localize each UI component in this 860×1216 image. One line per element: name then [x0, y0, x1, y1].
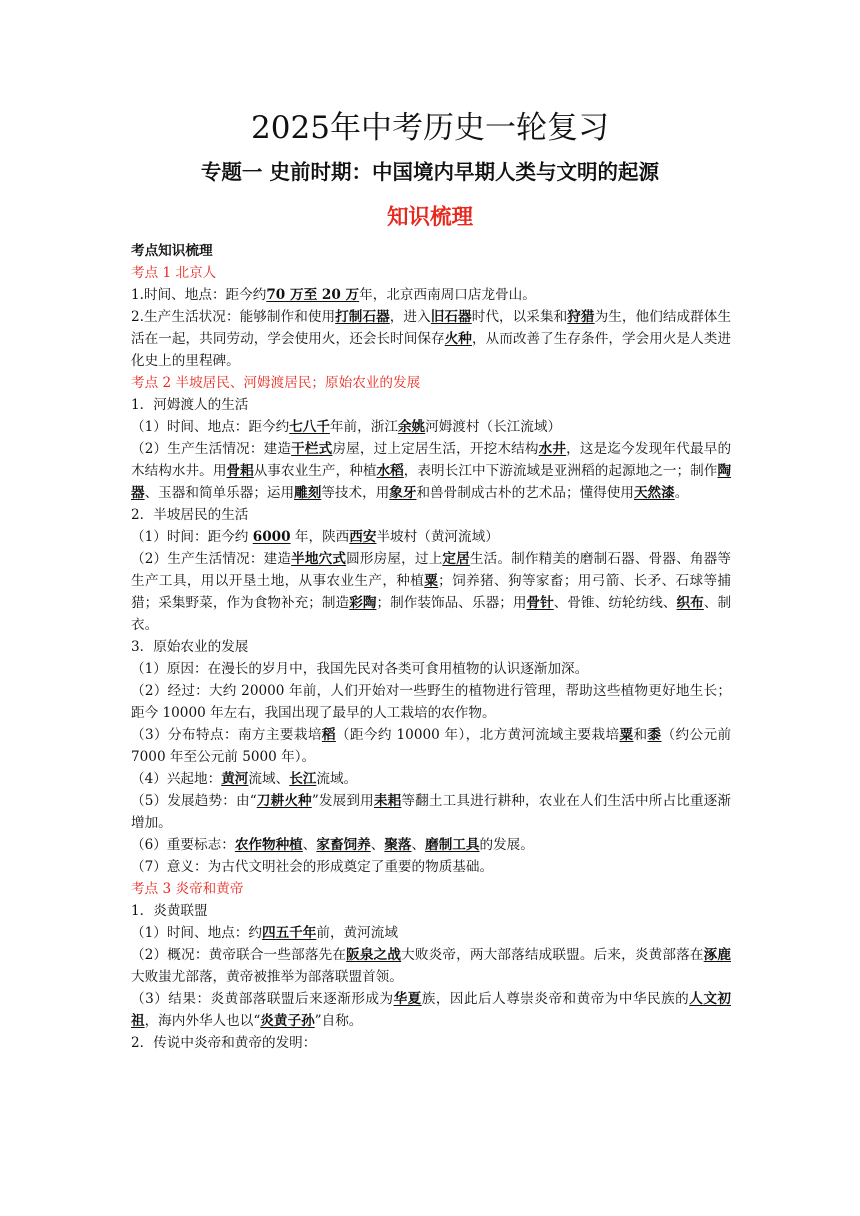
document-body [131, 240, 731, 1054]
text-segment: （1）时间：距今约 [131, 529, 253, 545]
key-term: 阪泉之战 [346, 947, 402, 963]
text-segment: 流域、 [248, 771, 290, 787]
key-term: 彩陶 [349, 595, 377, 611]
text-segment: 考点 1 北京人 [131, 265, 217, 281]
text-segment: （7）意义：为古代文明社会的形成奠定了重要的物质基础。 [131, 859, 494, 875]
key-term: 粟 [619, 727, 634, 743]
key-term: 狩猎 [567, 309, 595, 325]
key-term: 雕刻 [294, 485, 322, 501]
text-segment: 前，黄河流域 [316, 925, 398, 941]
text-line [131, 922, 731, 944]
key-term: 余姚 [397, 419, 426, 435]
text-segment: 为生，他们结成群体生活在一起，共同劳动，学会使用火，还会长时间保存 [131, 309, 731, 347]
text-segment: （距今约 10000 年），北方黄河流域主要栽培 [335, 727, 620, 743]
text-segment: （3）分布特点：南方主要栽培 [131, 727, 322, 743]
key-term: 刀耕火种 [256, 793, 312, 809]
text-segment: （2）生产生活情况：建造 [131, 551, 292, 567]
key-term: 天然漆 [633, 485, 675, 501]
text-line [131, 284, 731, 306]
key-term: 长江 [289, 771, 317, 787]
key-term: 磨制工具 [425, 837, 480, 853]
text-segment: 等技术，用 [321, 485, 390, 501]
key-term: 聚落 [384, 837, 412, 853]
text-segment: ，海内外华人也以“ [144, 1013, 261, 1029]
topic-heading [131, 262, 731, 284]
text-segment: 考点知识梳理 [131, 243, 213, 259]
text-line [131, 680, 731, 724]
key-term: 打制石器 [335, 309, 390, 325]
key-term: 耒耜 [373, 793, 402, 809]
key-term: 陶器 [131, 463, 731, 501]
topic-heading [131, 878, 731, 900]
text-segment: ”发展到用 [311, 793, 374, 809]
document-title: 2025年中考历史一轮复习 [251, 110, 609, 146]
text-segment: 的发展。 [479, 837, 534, 853]
text-segment: （6）重要标志： [131, 837, 235, 853]
key-term: 织布 [676, 595, 704, 611]
text-segment: 房屋，过上定居生活，开挖木结构 [332, 441, 539, 457]
text-segment: （2）概况：黄帝联合一些部落先在 [131, 947, 347, 963]
key-term: 旧石器 [430, 309, 472, 325]
text-segment: 1.时间、地点：距今约 [131, 287, 267, 303]
text-segment: 年前，浙江 [329, 419, 398, 435]
text-line [131, 394, 731, 416]
text-segment: ，进入 [389, 309, 431, 325]
document-subtitle: 专题一 史前时期：中国境内早期人类与文明的起源 [200, 160, 660, 184]
text-segment: ”自称。 [314, 1013, 363, 1029]
text-segment: 1．炎黄联盟 [131, 903, 208, 919]
key-term: 稻 [321, 727, 336, 743]
text-segment: （3）结果：炎黄部落联盟后来逐渐形成为 [131, 991, 394, 1007]
text-segment: ，表明长江中下游流域是亚洲稻的起源地之一；制作 [403, 463, 718, 479]
text-line [131, 548, 731, 636]
text-segment: 和兽骨制成古朴的艺术品；懂得使用 [416, 485, 634, 501]
text-segment: 、玉器和简单乐器；运用 [144, 485, 295, 501]
text-segment: 、制衣。 [131, 595, 731, 633]
key-term: 涿鹿 [703, 947, 731, 963]
key-term: 半地穴式 [291, 551, 347, 567]
text-segment: （1）时间、地点：距今约 [131, 419, 290, 435]
key-term: 人文初祖 [131, 991, 731, 1029]
text-segment: ；制作装饰品、乐器；用 [376, 595, 527, 611]
text-line [131, 944, 731, 988]
key-term: 骨耜 [226, 463, 254, 479]
text-segment: 1．河姆渡人的生活 [131, 397, 249, 413]
block-heading [131, 240, 731, 262]
key-term: 干栏式 [291, 441, 333, 457]
key-term: 华夏 [393, 991, 422, 1007]
text-segment: （1）时间、地点：约 [131, 925, 262, 941]
text-segment: 、 [302, 837, 317, 853]
text-segment: 流域。 [316, 771, 358, 787]
text-segment: 2.生产生活状况：能够制作和使用 [131, 309, 336, 325]
key-term: 四五千年 [262, 925, 317, 941]
key-term: 黍 [647, 727, 662, 743]
text-line [131, 856, 731, 878]
text-segment: ，从而改善了生存条件，学会用火是人类进化史上的里程碑。 [131, 331, 731, 369]
text-line [131, 526, 731, 548]
text-segment: 考点 3 炎帝和黄帝 [131, 881, 244, 897]
text-segment: 从事农业生产，种植 [253, 463, 377, 479]
key-term: 定居 [442, 551, 470, 567]
text-line [131, 438, 731, 504]
text-segment: （2）生产生活情况：建造 [131, 441, 292, 457]
key-term: 6000 [252, 529, 291, 545]
text-segment: 。 [674, 485, 689, 501]
key-term: 水稻 [376, 463, 404, 479]
key-term: 水井 [538, 441, 567, 457]
text-segment: 半坡村（黄河流域） [376, 529, 499, 545]
text-segment: 、 [370, 837, 385, 853]
section-heading: 知识梳理 [386, 205, 473, 230]
text-segment: 年，陕西 [290, 529, 350, 545]
key-term: 粟 [424, 573, 439, 589]
key-term: 农作物种植 [234, 837, 303, 853]
text-segment: 大败蚩尤部落，黄帝被推举为部落联盟首领。 [131, 969, 403, 985]
text-segment: 等翻土工具进行耕种，农业在人们生活中所占比重逐渐增加。 [131, 793, 731, 831]
key-term: 炎黄子孙 [260, 1013, 315, 1029]
text-segment: 河姆渡村（长江流域） [425, 419, 562, 435]
key-term: 骨针 [526, 595, 554, 611]
text-segment: 时代，以采集和 [471, 309, 568, 325]
text-segment: 族，因此后人尊崇炎帝和黄帝为中华民族的 [421, 991, 690, 1007]
text-line [131, 658, 731, 680]
key-term: 黄河 [221, 771, 249, 787]
text-segment: ；饲养猪、狗等家畜；用弓箭、长矛、石球等捕猎；采集野菜，作为食物补充；制造 [131, 573, 731, 611]
text-segment: 考点 2 半坡居民、河姆渡居民；原始农业的发展 [131, 375, 421, 391]
text-segment: 圆形房屋，过上 [346, 551, 443, 567]
text-segment: （1）原因：在漫长的岁月中，我国先民对各类可食用植物的认识逐渐加深。 [131, 661, 589, 677]
text-line [131, 988, 731, 1032]
text-segment: 和 [633, 727, 648, 743]
text-segment: 年，北京西南周口店龙骨山。 [359, 287, 536, 303]
text-segment: 2．半坡居民的生活 [131, 507, 249, 523]
text-line [131, 834, 731, 856]
key-term: 70 万至 20 万 [266, 287, 360, 303]
text-segment: 生活。制作精美的磨制石器、骨器、角器等生产工具，用以开垦土地，从事农业生产，种植 [131, 551, 731, 589]
text-line [131, 306, 731, 372]
text-segment: 、骨锥、纺轮纺线、 [553, 595, 677, 611]
key-term: 象牙 [389, 485, 417, 501]
text-line [131, 504, 731, 526]
text-segment: （约公元前 7000 年至公元前 5000 年）。 [131, 727, 731, 765]
key-term: 七八千 [289, 419, 330, 435]
text-segment: ，这是迄今发现年代最早的木结构水井。用 [131, 441, 731, 479]
text-segment: 、 [411, 837, 426, 853]
text-segment: （2）经过：大约 20000 年前，人们开始对一些野生的植物进行管理，帮助这些植物更好地生长；距今 10000 年左右，我国出现了最早的人工栽培的农作物。 [131, 683, 731, 721]
text-line [131, 416, 731, 438]
key-term: 西安 [349, 529, 377, 545]
topic-heading [131, 372, 731, 394]
text-line [131, 724, 731, 768]
text-line [131, 790, 731, 834]
text-line [131, 636, 731, 658]
text-segment: 3．原始农业的发展 [131, 639, 249, 655]
text-line [131, 900, 731, 922]
text-line [131, 768, 731, 790]
text-segment: （4）兴起地： [131, 771, 222, 787]
text-segment: 2．传说中炎帝和黄帝的发明： [131, 1035, 317, 1051]
text-segment: 大败炎帝，两大部落结成联盟。后来，炎黄部落在 [401, 947, 704, 963]
text-line [131, 1032, 731, 1054]
text-segment: （5）发展趋势：由“ [131, 793, 257, 809]
key-term: 家畜饲养 [316, 837, 371, 853]
key-term: 火种 [444, 331, 472, 347]
